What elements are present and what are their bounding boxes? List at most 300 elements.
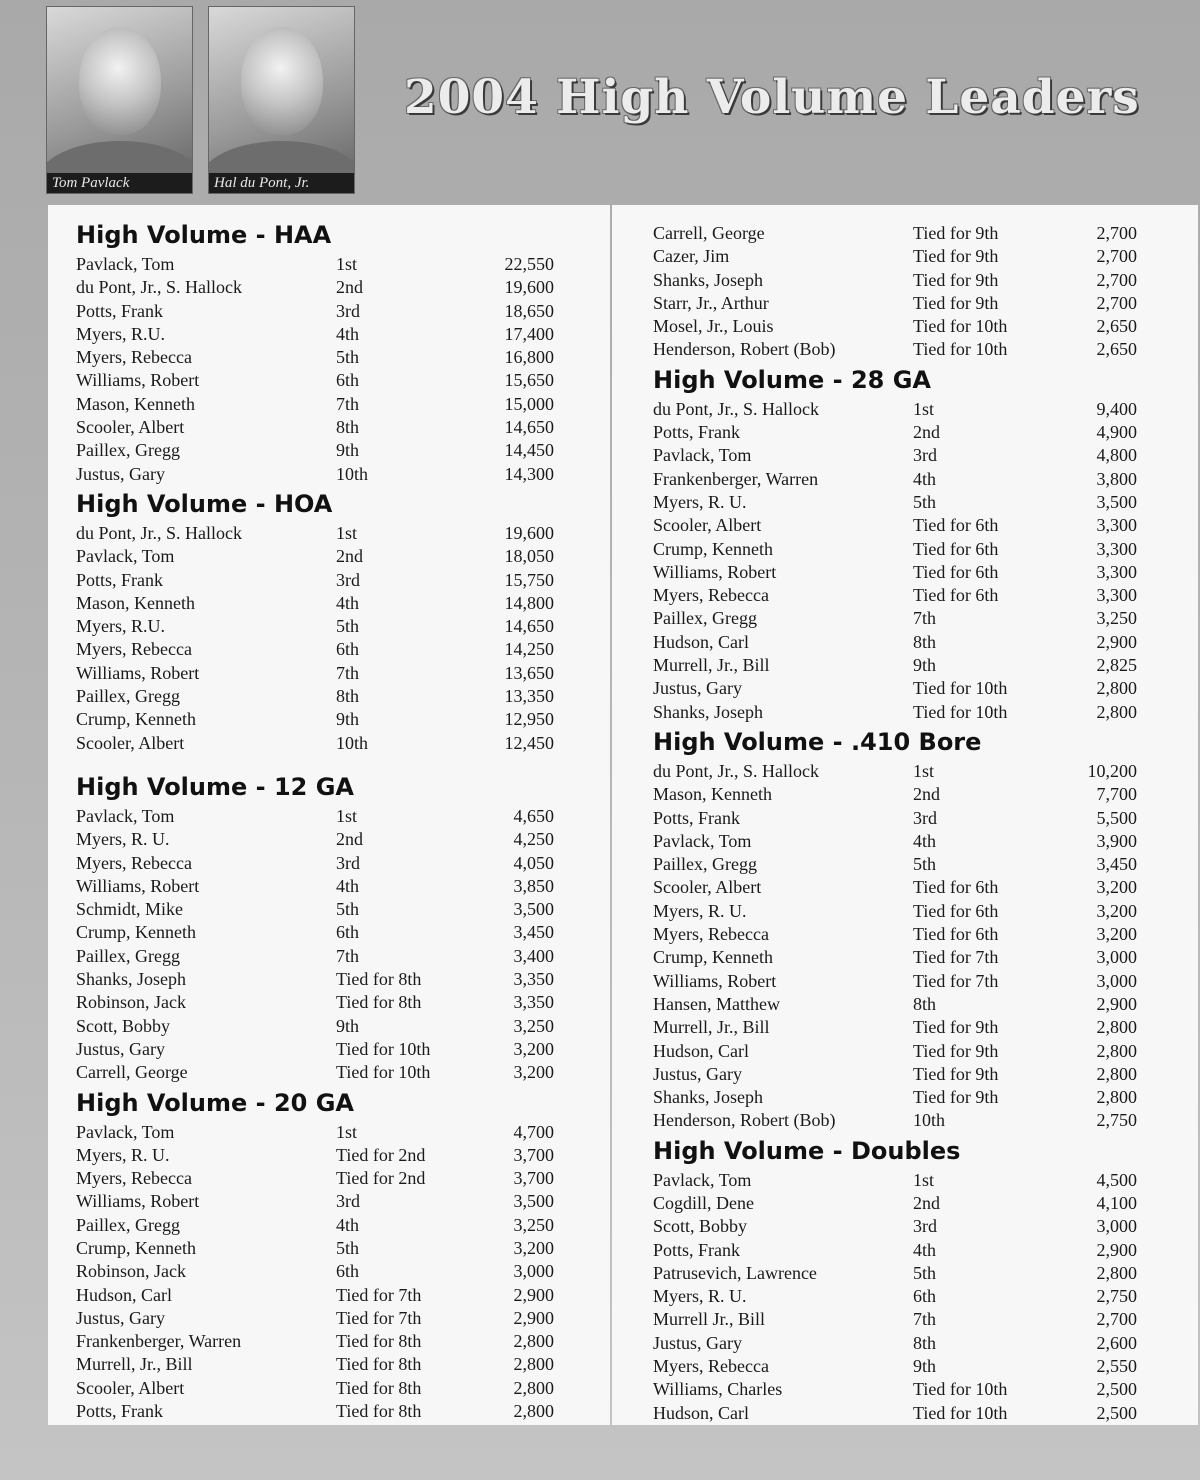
result-name: Starr, Jr., Arthur	[653, 292, 769, 313]
result-row	[76, 638, 610, 661]
result-row	[653, 1239, 1198, 1262]
result-place: 4th	[913, 468, 937, 489]
result-row	[653, 1285, 1198, 1308]
result-name: Cazer, Jim	[653, 246, 730, 267]
result-row	[653, 853, 1198, 876]
result-row	[76, 1377, 610, 1400]
result-score: 2,900	[513, 1307, 554, 1328]
result-row	[653, 398, 1198, 421]
result-score: 2,700	[1096, 269, 1137, 290]
left-results-panel	[48, 205, 610, 1425]
result-score: 3,300	[1096, 515, 1137, 536]
result-score: 3,300	[1096, 585, 1137, 606]
result-row	[76, 828, 610, 851]
result-place: 2nd	[913, 784, 940, 805]
result-place: Tied for 8th	[336, 1331, 422, 1352]
result-score: 4,700	[513, 1121, 554, 1142]
result-place: 9th	[913, 1356, 937, 1377]
result-place: 6th	[336, 922, 360, 943]
result-row	[76, 685, 610, 708]
result-row	[653, 1308, 1198, 1331]
result-score: 2,800	[513, 1401, 554, 1422]
result-name: Cogdill, Dene	[653, 1192, 754, 1213]
result-name: Myers, R. U.	[653, 1286, 747, 1307]
result-score: 3,450	[513, 922, 554, 943]
result-row	[76, 393, 610, 416]
result-score: 2,700	[1096, 292, 1137, 313]
result-score: 4,900	[1096, 422, 1137, 443]
result-score: 2,800	[1096, 701, 1137, 722]
result-name: Potts, Frank	[653, 807, 741, 828]
result-place: 7th	[913, 1309, 937, 1330]
result-score: 14,300	[504, 463, 554, 484]
result-name: Shanks, Joseph	[653, 1087, 764, 1108]
result-score: 18,650	[504, 300, 554, 321]
result-place: 4th	[336, 592, 360, 613]
result-name: Myers, R.U.	[76, 616, 165, 637]
result-place: Tied for 9th	[913, 292, 999, 313]
result-name: Williams, Robert	[76, 662, 200, 683]
result-score: 14,650	[504, 417, 554, 438]
result-place: 2nd	[913, 422, 940, 443]
result-name: Potts, Frank	[653, 1239, 741, 1260]
result-place: Tied for 10th	[913, 678, 1008, 699]
result-place: 7th	[913, 608, 937, 629]
result-place: 3rd	[336, 852, 360, 873]
result-name: du Pont, Jr., S. Hallock	[653, 760, 820, 781]
result-score: 12,950	[504, 709, 554, 730]
result-name: Potts, Frank	[653, 422, 741, 443]
result-row	[653, 561, 1198, 584]
result-place: Tied for 9th	[913, 1017, 999, 1038]
result-name: Justus, Gary	[76, 463, 165, 484]
result-score: 3,250	[1096, 608, 1137, 629]
result-place: Tied for 2nd	[336, 1144, 426, 1165]
result-name: Myers, R. U.	[76, 1144, 170, 1165]
result-place: 2nd	[336, 546, 363, 567]
result-score: 3,300	[1096, 561, 1137, 582]
result-place: Tied for 7th	[336, 1307, 422, 1328]
result-place: 5th	[913, 854, 937, 875]
result-row	[76, 369, 610, 392]
result-place: Tied for 8th	[336, 1401, 422, 1422]
result-row	[76, 346, 610, 369]
result-name: Hudson, Carl	[653, 631, 749, 652]
result-score: 2,700	[1096, 246, 1137, 267]
result-name: Hudson, Carl	[76, 1284, 172, 1305]
result-row	[653, 1192, 1198, 1215]
result-score: 2,750	[1096, 1110, 1137, 1131]
result-score: 3,450	[1096, 854, 1137, 875]
result-place: Tied for 7th	[913, 947, 999, 968]
result-name: Mason, Kenneth	[76, 592, 195, 613]
result-name: Scooler, Albert	[76, 732, 185, 753]
result-score: 15,750	[504, 569, 554, 590]
result-score: 3,700	[513, 1144, 554, 1165]
result-row	[76, 921, 610, 944]
result-name: Pavlack, Tom	[653, 830, 752, 851]
result-place: 2nd	[913, 1192, 940, 1213]
result-score: 3,850	[513, 875, 554, 896]
result-score: 2,900	[1096, 631, 1137, 652]
result-name: Murrell, Jr., Bill	[653, 655, 770, 676]
result-row	[653, 807, 1198, 830]
result-row	[653, 760, 1198, 783]
result-score: 2,800	[1096, 1063, 1137, 1084]
result-place: Tied for 10th	[913, 1402, 1008, 1423]
result-name: Justus, Gary	[76, 1038, 165, 1059]
result-row	[76, 1167, 610, 1190]
result-row	[76, 522, 610, 545]
result-place: 5th	[913, 1262, 937, 1283]
result-place: 3rd	[913, 807, 937, 828]
result-row	[76, 569, 610, 592]
result-place: Tied for 8th	[336, 969, 422, 990]
result-row	[653, 970, 1198, 993]
result-place: 4th	[336, 875, 360, 896]
result-score: 13,350	[504, 686, 554, 707]
result-name: Scooler, Albert	[76, 417, 185, 438]
result-name: Scooler, Albert	[76, 1377, 185, 1398]
result-score: 2,700	[1096, 1309, 1137, 1330]
result-row	[76, 991, 610, 1014]
result-name: Robinson, Jack	[76, 992, 186, 1013]
result-place: 9th	[336, 440, 360, 461]
result-row	[653, 631, 1198, 654]
result-place: 3rd	[336, 1191, 360, 1212]
result-place: 8th	[913, 1332, 937, 1353]
result-name: Myers, Rebecca	[653, 585, 769, 606]
result-score: 2,600	[1096, 1332, 1137, 1353]
result-score: 14,250	[504, 639, 554, 660]
result-place: Tied for 7th	[336, 1284, 422, 1305]
result-place: 1st	[913, 760, 935, 781]
result-row	[76, 945, 610, 968]
result-row	[653, 468, 1198, 491]
result-name: Myers, R. U.	[76, 829, 170, 850]
result-name: Paillex, Gregg	[76, 686, 180, 707]
result-score: 9,400	[1096, 398, 1137, 419]
result-row	[76, 732, 610, 755]
result-name: du Pont, Jr., S. Hallock	[76, 277, 243, 298]
result-name: Myers, R. U.	[653, 900, 747, 921]
result-name: Schmidt, Mike	[76, 899, 183, 920]
result-score: 3,500	[1096, 491, 1137, 512]
result-name: Hudson, Carl	[653, 1402, 749, 1423]
result-place: 2nd	[336, 277, 363, 298]
photo-tom-pavlack	[46, 6, 193, 194]
result-row	[76, 300, 610, 323]
result-place: 1st	[336, 1121, 358, 1142]
result-row	[653, 783, 1198, 806]
section-title: High Volume - 20 GA	[76, 1088, 354, 1117]
result-row	[653, 269, 1198, 292]
result-score: 3,000	[1096, 947, 1137, 968]
result-place: 5th	[913, 491, 937, 512]
result-place: 1st	[913, 1169, 935, 1190]
photo-head	[79, 27, 161, 135]
result-place: Tied for 10th	[336, 1038, 431, 1059]
result-name: Scooler, Albert	[653, 877, 762, 898]
left-column	[48, 205, 610, 1423]
result-name: Crump, Kenneth	[76, 1237, 196, 1258]
result-row	[76, 592, 610, 615]
result-score: 14,450	[504, 440, 554, 461]
result-score: 3,200	[513, 1237, 554, 1258]
result-row	[653, 946, 1198, 969]
result-place: Tied for 9th	[913, 1063, 999, 1084]
result-place: 6th	[336, 370, 360, 391]
result-score: 2,900	[1096, 1239, 1137, 1260]
result-score: 3,500	[513, 1191, 554, 1212]
result-place: 9th	[913, 655, 937, 676]
result-place: Tied for 6th	[913, 877, 999, 898]
results-section	[653, 222, 1198, 362]
result-place: 5th	[336, 347, 360, 368]
result-name: Mason, Kenneth	[653, 784, 772, 805]
result-name: Paillex, Gregg	[653, 608, 757, 629]
result-name: Williams, Charles	[653, 1379, 783, 1400]
result-name: Justus, Gary	[653, 1332, 742, 1353]
result-score: 17,400	[504, 323, 554, 344]
result-score: 2,650	[1096, 339, 1137, 360]
result-score: 3,250	[513, 1015, 554, 1036]
results-section	[76, 486, 610, 755]
result-name: Potts, Frank	[76, 300, 164, 321]
result-name: Myers, Rebecca	[76, 1168, 192, 1189]
results-section	[653, 1133, 1198, 1425]
result-place: Tied for 9th	[913, 269, 999, 290]
result-score: 3,250	[513, 1214, 554, 1235]
result-score: 3,900	[1096, 830, 1137, 851]
result-row	[76, 805, 610, 828]
result-score: 2,900	[1096, 993, 1137, 1014]
result-place: 7th	[336, 945, 360, 966]
result-place: Tied for 6th	[913, 924, 999, 945]
result-place: Tied for 9th	[913, 223, 999, 243]
result-score: 3,200	[513, 1038, 554, 1059]
result-row	[76, 1330, 610, 1353]
result-place: 8th	[913, 631, 937, 652]
result-score: 14,800	[504, 592, 554, 613]
result-place: Tied for 10th	[913, 701, 1008, 722]
photo-caption: Hal du Pont, Jr.	[209, 173, 354, 193]
result-score: 2,825	[1096, 655, 1137, 676]
result-name: Mosel, Jr., Louis	[653, 316, 774, 337]
result-name: Williams, Robert	[76, 370, 200, 391]
result-score: 3,000	[1096, 1216, 1137, 1237]
result-name: Murrell, Jr., Bill	[653, 1017, 770, 1038]
result-row	[653, 1215, 1198, 1238]
result-row	[653, 1332, 1198, 1355]
result-name: Myers, Rebecca	[76, 639, 192, 660]
result-place: Tied for 6th	[913, 515, 999, 536]
result-score: 2,800	[1096, 1262, 1137, 1283]
result-name: du Pont, Jr., S. Hallock	[653, 398, 820, 419]
result-name: Myers, Rebecca	[653, 924, 769, 945]
result-score: 2,550	[1096, 1356, 1137, 1377]
result-row	[76, 1284, 610, 1307]
result-place: 5th	[336, 899, 360, 920]
result-place: 2nd	[336, 829, 363, 850]
result-name: Potts, Frank	[76, 1401, 164, 1422]
result-row	[76, 1237, 610, 1260]
result-name: Carrell, George	[653, 223, 765, 243]
result-place: Tied for 9th	[913, 1087, 999, 1108]
result-score: 2,800	[513, 1331, 554, 1352]
result-row	[653, 1355, 1198, 1378]
result-place: Tied for 9th	[913, 246, 999, 267]
result-score: 2,750	[1096, 1286, 1137, 1307]
result-place: Tied for 10th	[913, 339, 1008, 360]
result-row	[653, 538, 1198, 561]
result-name: Frankenberger, Warren	[76, 1331, 242, 1352]
result-score: 15,650	[504, 370, 554, 391]
result-place: 10th	[336, 463, 369, 484]
result-score: 2,800	[1096, 678, 1137, 699]
result-row	[76, 1307, 610, 1330]
result-name: Myers, R. U.	[653, 491, 747, 512]
section-title: High Volume - HOA	[76, 489, 333, 518]
result-row	[653, 993, 1198, 1016]
result-row	[653, 338, 1198, 361]
result-score: 4,250	[513, 829, 554, 850]
result-row	[653, 421, 1198, 444]
result-row	[76, 662, 610, 685]
photo-head	[241, 27, 323, 135]
result-place: 4th	[913, 830, 937, 851]
result-score: 3,500	[513, 899, 554, 920]
result-place: 8th	[336, 686, 360, 707]
result-name: Paillex, Gregg	[653, 854, 757, 875]
result-place: 7th	[336, 393, 360, 414]
result-score: 15,000	[504, 393, 554, 414]
right-column	[612, 205, 1198, 1425]
result-score: 2,900	[513, 1284, 554, 1305]
result-place: Tied for 10th	[913, 1379, 1008, 1400]
result-row	[653, 830, 1198, 853]
result-score: 22,550	[504, 254, 554, 274]
result-name: Scott, Bobby	[653, 1216, 748, 1237]
result-row	[653, 315, 1198, 338]
result-name: Myers, Rebecca	[653, 1356, 769, 1377]
result-place: Tied for 6th	[913, 538, 999, 559]
result-score: 2,800	[513, 1377, 554, 1398]
result-row	[76, 875, 610, 898]
result-row	[76, 1121, 610, 1144]
right-results-panel	[612, 205, 1198, 1425]
result-name: Frankenberger, Warren	[653, 468, 819, 489]
result-row	[653, 1063, 1198, 1086]
result-place: 4th	[336, 323, 360, 344]
section-spacer	[76, 755, 610, 769]
photo-hal-du-pont	[208, 6, 355, 194]
result-name: Paillex, Gregg	[76, 440, 180, 461]
result-row	[76, 323, 610, 346]
result-score: 18,050	[504, 546, 554, 567]
result-row	[76, 1214, 610, 1237]
result-place: 1st	[336, 522, 358, 543]
result-row	[653, 245, 1198, 268]
result-row	[653, 701, 1198, 724]
result-place: 1st	[336, 254, 358, 274]
result-score: 3,700	[513, 1168, 554, 1189]
page-title: 2004 High Volume Leaders	[404, 70, 1140, 125]
result-place: 5th	[336, 1237, 360, 1258]
result-row	[653, 607, 1198, 630]
result-name: Myers, Rebecca	[76, 852, 192, 873]
result-name: Robinson, Jack	[76, 1261, 186, 1282]
result-row	[76, 615, 610, 638]
result-row	[653, 677, 1198, 700]
result-row	[76, 968, 610, 991]
result-score: 19,600	[504, 522, 554, 543]
result-score: 4,650	[513, 805, 554, 826]
result-place: 9th	[336, 1015, 360, 1036]
result-score: 4,500	[1096, 1169, 1137, 1190]
result-place: Tied for 8th	[336, 1377, 422, 1398]
result-row	[76, 1353, 610, 1376]
result-name: Carrell, George	[76, 1062, 188, 1083]
result-row	[653, 1086, 1198, 1109]
result-place: Tied for 9th	[913, 1040, 999, 1061]
result-score: 3,200	[513, 1062, 554, 1083]
section-title: High Volume - .410 Bore	[653, 727, 982, 756]
result-name: Pavlack, Tom	[76, 546, 175, 567]
result-row	[76, 1190, 610, 1213]
result-place: Tied for 6th	[913, 900, 999, 921]
result-place: Tied for 2nd	[336, 1168, 426, 1189]
result-row	[76, 1400, 610, 1423]
result-name: Williams, Robert	[653, 970, 777, 991]
result-score: 3,300	[1096, 538, 1137, 559]
result-place: 6th	[913, 1286, 937, 1307]
result-score: 2,800	[1096, 1017, 1137, 1038]
result-place: 10th	[336, 732, 369, 753]
result-name: Potts, Frank	[76, 569, 164, 590]
result-name: Paillex, Gregg	[76, 945, 180, 966]
result-row	[653, 1169, 1198, 1192]
result-row	[653, 222, 1198, 245]
results-section	[76, 769, 610, 1085]
result-name: Crump, Kenneth	[76, 922, 196, 943]
result-row	[653, 654, 1198, 677]
result-score: 2,500	[1096, 1379, 1137, 1400]
result-score: 3,350	[513, 992, 554, 1013]
result-row	[653, 1016, 1198, 1039]
result-place: 9th	[336, 709, 360, 730]
result-row	[76, 852, 610, 875]
result-name: Crump, Kenneth	[653, 947, 773, 968]
result-name: Henderson, Robert (Bob)	[653, 1110, 836, 1131]
result-place: 3rd	[913, 1216, 937, 1237]
result-row	[653, 1402, 1198, 1425]
result-score: 10,200	[1087, 760, 1137, 781]
result-row	[76, 545, 610, 568]
result-place: 3rd	[336, 569, 360, 590]
result-score: 2,800	[513, 1354, 554, 1375]
result-name: Crump, Kenneth	[76, 709, 196, 730]
result-name: Mason, Kenneth	[76, 393, 195, 414]
result-row	[76, 416, 610, 439]
results-section	[653, 362, 1198, 724]
result-place: 6th	[336, 1261, 360, 1282]
result-place: 1st	[336, 805, 358, 826]
result-row	[76, 1260, 610, 1283]
result-place: Tied for 7th	[913, 970, 999, 991]
result-score: 3,000	[513, 1261, 554, 1282]
photo-caption: Tom Pavlack	[47, 173, 192, 193]
